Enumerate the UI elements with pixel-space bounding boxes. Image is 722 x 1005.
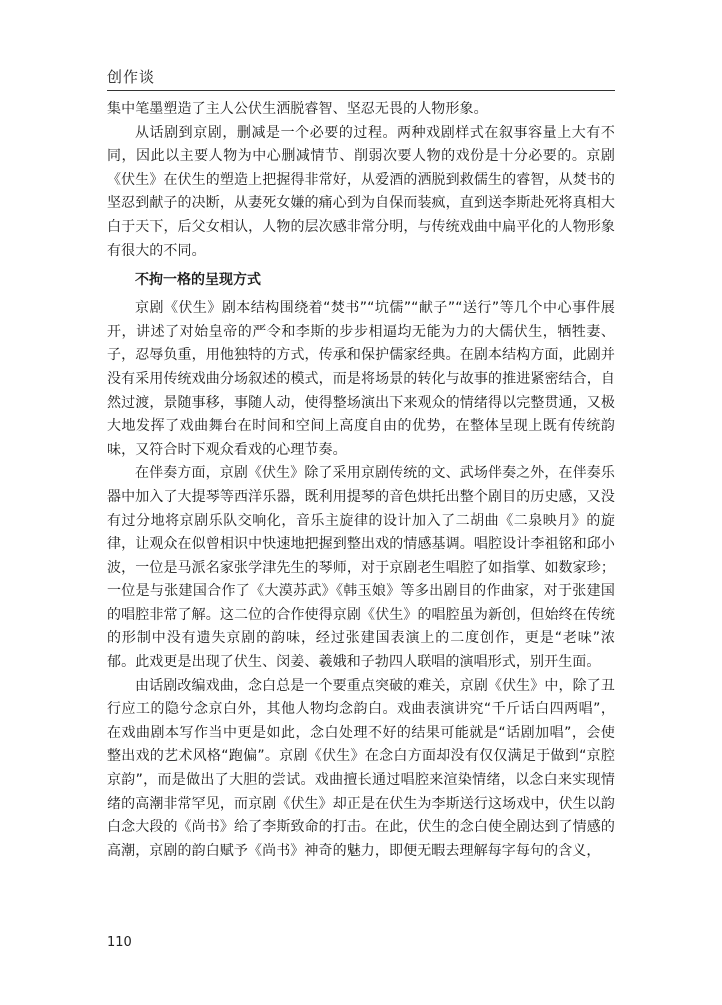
header-divider	[107, 90, 615, 91]
paragraph: 从话剧到京剧，删减是一个必要的过程。两种戏剧样式在叙事容量上大有不同，因此以主要人物为中心删减情节、削弱次要人物的戏份是十分必要的。京剧《伏生》在伏生的塑造上把握得非常好，从爱酒的洒脱到救儒生的睿智，从焚书的坚忍到献子的决断，从妻死女嫌的痛心到为自保而装疯，直到送李斯赴死将真相大白于天下，后父女相认，人物的层次感非常分明，与传统戏曲中扁平化的人物形象有很大的不同。	[107, 124, 615, 259]
paragraph-continuation: 集中笔墨塑造了主人公伏生洒脱睿智、坚忍无畏的人物形象。	[107, 101, 488, 117]
running-header: 创作谈	[107, 68, 156, 86]
section-heading: 不拘一格的呈现方式	[135, 272, 261, 289]
article-body	[107, 98, 615, 863]
paragraph: 京剧《伏生》剧本结构围绕着“焚书”“坑儒”“献子”“送行”等几个中心事件展开，讲述了对始皇帝的严令和李斯的步步相逼均无能为力的大儒伏生，牺牲妻、子，忍辱负重，用他独特的方式，传承和保护儒家经典。在剧本结构方面，此剧并没有采用传统戏曲分场叙述的模式，而是将场景的转化与故事的推进紧密结合，自然过渡，景随事移，事随人动，使得整场演出下来观众的情绪得以完整贯通，又极大地发挥了戏曲舞台在时间和空间上高度自由的优势，在整体呈现上既有传统韵味，又符合时下观众看戏的心理节奏。	[107, 300, 615, 458]
paragraph: 由话剧改编戏曲，念白总是一个要重点突破的难关，京剧《伏生》中，除了丑行应工的隐兮念京白外，其他人物均念韵白。戏曲表演讲究“千斤话白四两唱”，在戏曲剧本写作当中更是如此，念白处理不好的结果可能就是“话剧加唱”，会使整出戏的艺术风格“跑偏”。京剧《伏生》在念白方面却没有仅仅满足于做到“京腔京韵”，而是做出了大胆的尝试。戏曲擅长通过唱腔来渲染情绪，以念白来实现情绪的高潮非常罕见，而京剧《伏生》却正是在伏生为李斯送行这场戏中，伏生以韵白念大段的《尚书》给了李斯致命的打击。在此，伏生的念白使全剧达到了情感的高潮，京剧的韵白赋予《尚书》神奇的魅力，即便无暇去理解每字每句的含义，	[107, 677, 615, 859]
page-number: 110	[107, 935, 132, 950]
paragraph: 在伴奏方面，京剧《伏生》除了采用京剧传统的文、武场伴奏之外，在伴奏乐器中加入了大提琴等西洋乐器，既利用提琴的音色烘托出整个剧目的历史感，又没有过分地将京剧乐队交响化，音乐主旋律的设计加入了二胡曲《二泉映月》的旋律，让观众在似曾相识中快速地把握到整出戏的情感基调。唱腔设计李祖铭和邱小波，一位是马派名家张学津先生的琴师，对于京剧老生唱腔了如指掌、如数家珍；一位是与张建国合作了《大漠苏武》《韩玉娘》等多出剧目的作曲家，对于张建国的唱腔非常了解。这二位的合作使得京剧《伏生》的唱腔虽为新创，但始终在传统的形制中没有遗失京剧的韵味，经过张建国表演上的二度创作，更是“老味”浓郁。此戏更是出现了伏生、闵姜、羲娥和子勃四人联唱的演唱形式，别开生面。	[107, 465, 615, 671]
